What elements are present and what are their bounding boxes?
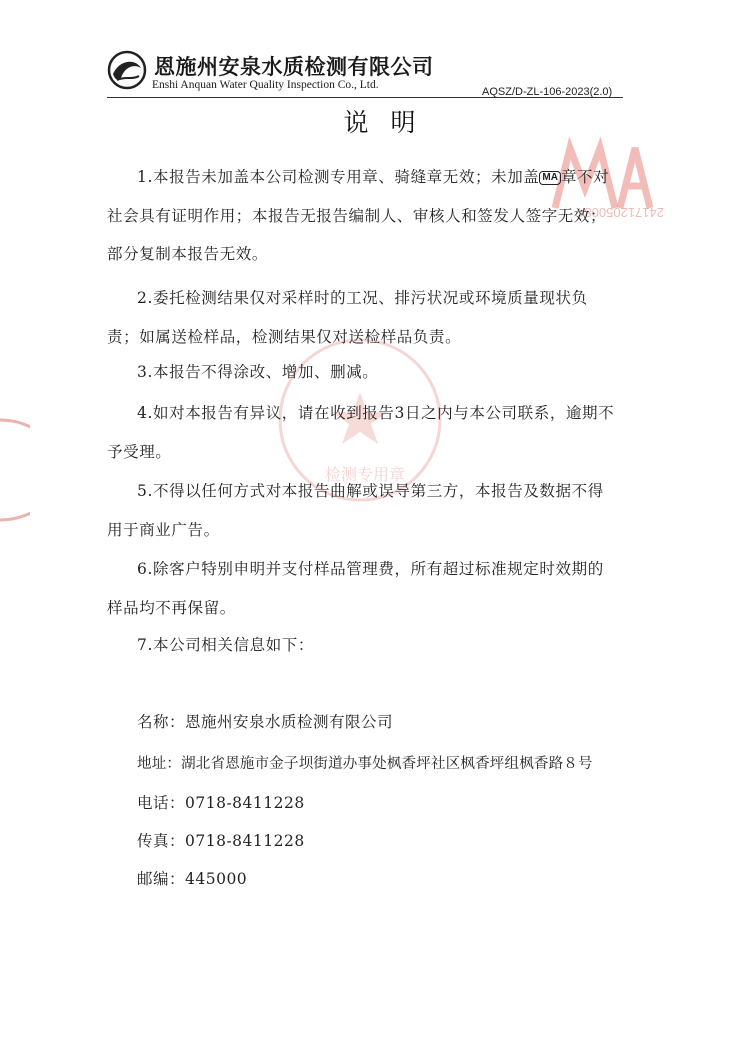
contact-address: 地址：湖北省恩施市金子坝街道办事处枫香坪社区枫香坪组枫香路８号 bbox=[137, 756, 593, 772]
contact-name: 名称：恩施州安泉水质检测有限公司 bbox=[137, 713, 394, 731]
clause-3: 3.本报告不得涂改、增加、删减。 bbox=[137, 363, 379, 381]
contact-fax: 传真：0718-8411228 bbox=[137, 832, 305, 850]
contact-phone: 电话：0718-8411228 bbox=[137, 794, 305, 812]
contact-postcode: 邮编：445000 bbox=[137, 870, 248, 888]
clause-6: 6.除客户特别申明并支付样品管理费，所有超过标准规定时效期的样品均不再保留。 bbox=[107, 560, 604, 617]
edge-seal bbox=[0, 415, 30, 525]
company-name-cn: 恩施州安泉水质检测有限公司 bbox=[154, 54, 434, 79]
clause-5: 5.不得以任何方式对本报告曲解或误导第三方，本报告及数据不得用于商业广告。 bbox=[107, 482, 604, 539]
clause-text: 章不对社会具有证明作用；本报告无报告编制人、审核人和签发人签字无效；部分复制本报告无效。 bbox=[107, 168, 610, 263]
clause-7: 7.本公司相关信息如下： bbox=[137, 636, 314, 654]
company-logo-icon bbox=[107, 50, 147, 90]
clause-text: 1.本报告未加盖本公司检测专用章、骑缝章无效；未加盖 bbox=[137, 168, 540, 186]
clause-1 bbox=[107, 158, 617, 274]
header-divider bbox=[107, 97, 623, 98]
clause-4: 4.如对本报告有异议，请在收到报告3日之内与本公司联系，逾期不予受理。 bbox=[107, 404, 615, 461]
document-code: AQSZ/D-ZL-106-2023(2.0) bbox=[482, 86, 613, 98]
cma-number: 241712050084 bbox=[577, 205, 664, 220]
clause-2: 2.委托检测结果仅对采样时的工况、排污状况或环境质量现状负责；如属送检样品，检测结果仅对送检样品负责。 bbox=[107, 289, 588, 346]
company-name-en: Enshi Anquan Water Quality Inspection Co., Ltd. bbox=[152, 79, 379, 91]
page-title: 说明 bbox=[343, 108, 438, 137]
seal-text: 检测专用章 bbox=[325, 465, 406, 484]
ma-mark: MA bbox=[539, 171, 561, 185]
report-header bbox=[0, 0, 737, 110]
